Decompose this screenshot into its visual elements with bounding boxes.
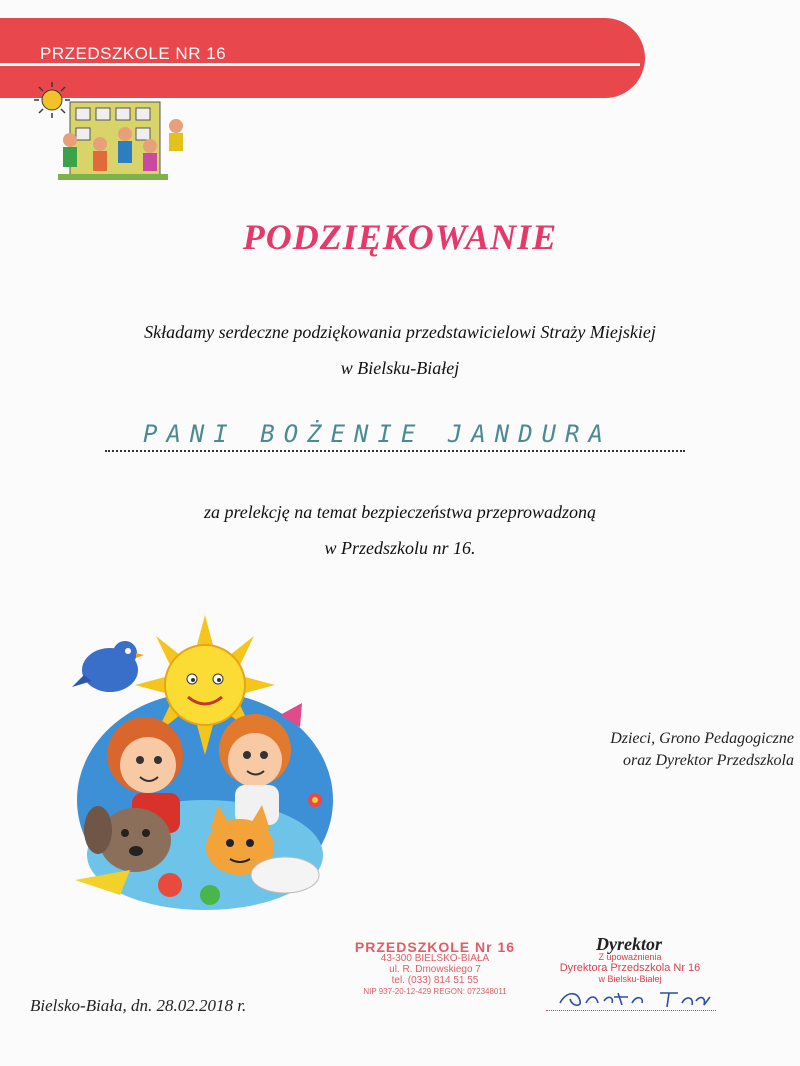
stamp-line-3: ul. R. Dmowskiego 7	[389, 964, 481, 975]
kindergarten-stamp	[340, 939, 530, 1022]
director-stamp-line-2: Dyrektora Przedszkola Nr 16	[559, 962, 701, 974]
kindergarten-logo-illustration	[30, 82, 190, 192]
director-stamp-line-3: w Bielsku-Białej	[598, 974, 662, 984]
logo-sun-icon	[34, 82, 70, 118]
stamp-line-5: NIP 937-20-12-429 REGON: 072348011	[363, 987, 507, 996]
school-name: PRZEDSZKOLE NR 16	[40, 44, 227, 63]
stamp-line-1: PRZEDSZKOLE Nr 16	[354, 939, 516, 955]
stamp-line-2: 43-300 BIELSKO-BIAŁA	[380, 953, 490, 964]
stamp-line-4: tel. (033) 814 51 55	[391, 975, 479, 986]
recipient-dotted-line	[105, 450, 685, 452]
signature-line	[546, 1010, 716, 1011]
reason-line-1: za prelekcję na temat bezpieczeństwa przeprowadzoną	[203, 502, 597, 522]
intro-line-2: w Bielsku-Białej	[340, 358, 460, 378]
children-sun-illustration	[70, 615, 335, 915]
director-stamp	[540, 952, 720, 984]
reason-line-2: w Przedszkolu nr 16.	[324, 538, 476, 558]
document-title: PODZIĘKOWANIE	[242, 217, 558, 257]
recipient-field	[105, 418, 685, 458]
signoff-line-2: oraz Dyrektor Przedszkola	[623, 752, 794, 769]
director-signature	[556, 985, 716, 1011]
place-and-date: Bielsko-Biała, dn. 28.02.2018 r.	[30, 996, 247, 1015]
director-title: Dyrektor	[596, 934, 662, 954]
bird-icon	[72, 641, 144, 692]
recipient-name: PANI BOŻENIE JANDURA	[143, 420, 612, 448]
logo-grass	[58, 174, 168, 180]
flower-icon	[308, 793, 322, 807]
director-stamp-line-1: Z upoważnienia	[598, 952, 662, 962]
intro-line-1: Składamy serdeczne podziękowania przedstawicielowi Straży Miejskiej	[144, 322, 656, 342]
signoff-line-1: Dzieci, Grono Pedagogiczne	[610, 730, 794, 747]
